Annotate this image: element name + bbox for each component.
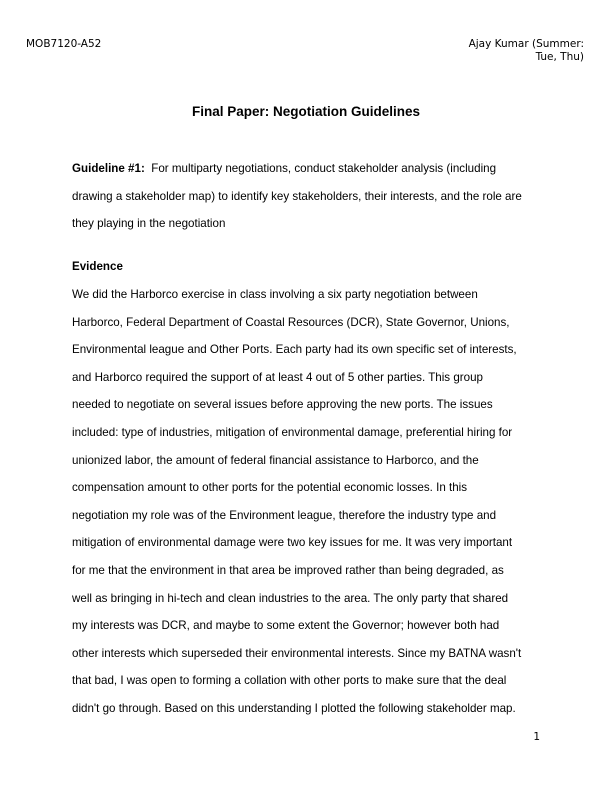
evidence-line: didn't go through. Based on this understanding I plotted the following stakeholder map. <box>72 701 516 715</box>
evidence-line: Harborco, Federal Department of Coastal Resources (DCR), State Governor, Unions, <box>72 315 510 329</box>
evidence-line: included: type of industries, mitigation of environmental damage, preferential hiring for <box>72 425 513 439</box>
evidence-line: negotiation my role was of the Environment league, therefore the industry type and <box>72 508 497 522</box>
evidence-line: We did the Harborco exercise in class involving a six party negotiation between <box>72 288 478 301</box>
evidence-heading: Evidence <box>72 260 123 273</box>
evidence-line: my interests was DCR, and maybe to some extent the Governor; however both had <box>72 619 500 633</box>
page-title: Final Paper: Negotiation Guidelines <box>191 104 421 119</box>
evidence-line: that bad, I was open to forming a collation with other ports to make sure that the deal <box>72 674 507 688</box>
evidence-line: mitigation of environmental damage were two key issues for me. It was very important <box>72 536 513 550</box>
evidence-line: and Harborco required the support of at least 4 out of 5 other parties. This group <box>72 370 483 384</box>
evidence-line: well as bringing in hi-tech and clean industries to the area. The only party that shared <box>72 591 509 605</box>
guideline-text: For multiparty negotiations, conduct stakeholder analysis (including <box>151 162 497 175</box>
evidence-line: needed to negotiate on several issues before approving the new ports. The issues <box>72 398 493 412</box>
header-author-line: Tue, Thu) <box>535 51 584 63</box>
evidence-line: other interests which superseded their environmental interests. Since my BATNA wasn't <box>72 646 522 660</box>
evidence-line: unionized labor, the amount of federal financial assistance to Harborco, and the <box>72 453 479 467</box>
guideline-label: Guideline #1: <box>72 162 145 175</box>
header-course-code: MOB7120-A52 <box>26 38 102 50</box>
header-author <box>424 38 584 64</box>
guideline-line: drawing a stakeholder map) to identify key stakeholders, their interests, and the role are <box>72 189 522 203</box>
evidence-paragraph <box>72 281 542 723</box>
evidence-line: Environmental league and Other Ports. Each party had its own specific set of interests, <box>72 343 517 357</box>
evidence-line: for me that the environment in that area be improved rather than being degraded, as <box>72 563 504 577</box>
guideline-line: they playing in the negotiation <box>72 217 226 231</box>
page-number: 1 <box>533 731 540 743</box>
header-author-line: Ajay Kumar (Summer: <box>468 38 584 50</box>
guideline-line <box>72 155 542 183</box>
evidence-line: compensation amount to other ports for the potential economic losses. In this <box>72 481 468 495</box>
guideline-paragraph <box>72 155 542 238</box>
